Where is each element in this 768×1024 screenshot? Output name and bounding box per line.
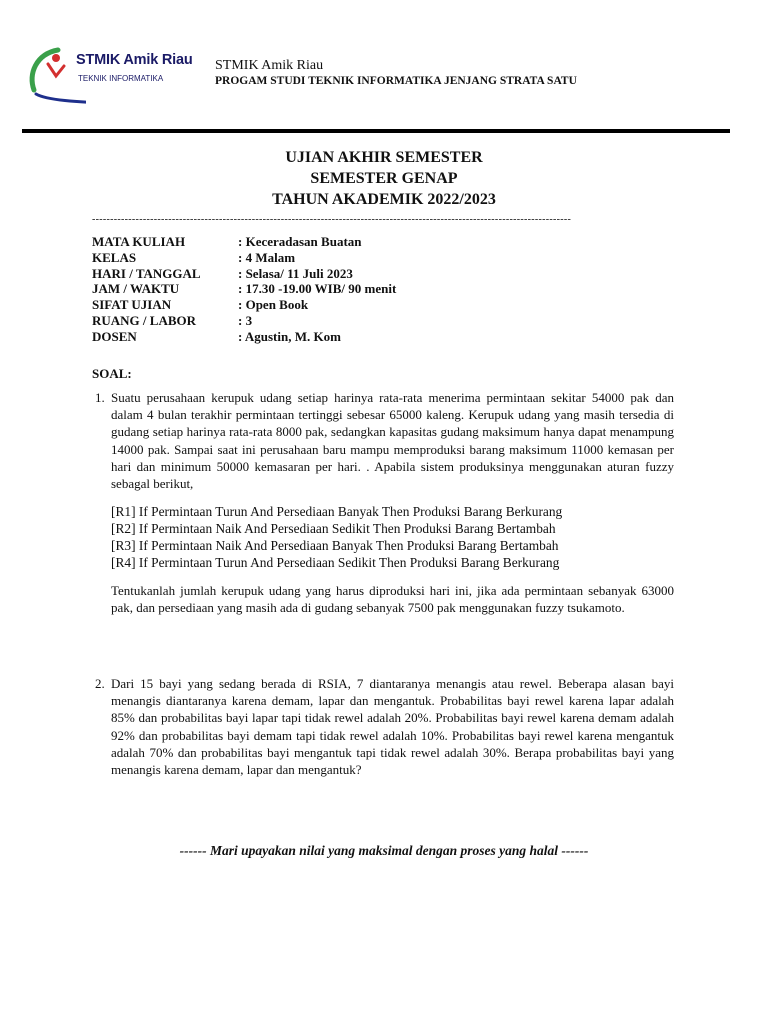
institution-name: STMIK Amik Riau bbox=[215, 58, 324, 73]
info-key: JAM / WAKTU bbox=[92, 281, 180, 297]
academic-year-title: TAHUN AKADEMIK 2022/2023 bbox=[272, 191, 496, 208]
info-value: : 4 Malam bbox=[238, 249, 296, 265]
question-1-task: Tentukanlah jumlah kerupuk udang yang harus diproduksi hari ini, jika ada permintaan sebanyak 63000 pak, dan persediaan yang masih ada di gudang sebanyak 7500 pak menggunakan fuzzy tsukamoto. bbox=[111, 583, 674, 616]
info-value: : Keceradasan Buatan bbox=[238, 234, 362, 249]
fuzzy-rules-list bbox=[111, 503, 674, 571]
question-2-text: Dari 15 bayi yang sedang berada di RSIA, 7 diantaranya menangis atau rewel. Beberapa alasan bayi menangis diantaranya karena demam, lapar dan mengantuk. Probabilitas bayi rewel karena lapar adalah 85% dan probabilitas bayi lapar tapi tidak rewel adalah 20%. Probabilitas bayi rewel karena demam adalah 92% dan probabilitas bayi demam tapi tidak rewel adalah 10%. Probabilitas bayi rewel karena mengantuk adalah 70% dan probabilitas bayi mengantuk tapi tidak rewel adalah 30%. Berapa probabilitas bayi yang menangis karena demam, lapar dan mengantuk? bbox=[111, 676, 674, 778]
info-row-date bbox=[92, 266, 396, 282]
exam-title: UJIAN AKHIR SEMESTER bbox=[285, 149, 483, 166]
question-number: 1. bbox=[95, 390, 105, 405]
fuzzy-rule: [R1] If Permintaan Turun And Persediaan Banyak Then Produksi Barang Berkurang bbox=[111, 504, 563, 520]
info-key: SIFAT UJIAN bbox=[92, 297, 172, 313]
info-row-course bbox=[92, 234, 396, 250]
info-value: : Open Book bbox=[238, 297, 309, 313]
closing-message: ------ Mari upayakan nilai yang maksimal dengan proses yang halal ------ bbox=[179, 843, 589, 858]
exam-info-table bbox=[92, 234, 396, 345]
info-value: : 3 bbox=[238, 312, 253, 328]
info-key: HARI / TANGGAL bbox=[92, 265, 201, 281]
question-1 bbox=[92, 389, 674, 617]
dashed-separator: ------------------------------------------------------------------------------------------------------------------------------------ bbox=[92, 215, 572, 225]
info-row-lecturer bbox=[92, 329, 396, 345]
fuzzy-rule: [R4] If Permintaan Turun And Persediaan Sedikit Then Produksi Barang Berkurang bbox=[111, 555, 560, 571]
info-value: : Selasa/ 11 Juli 2023 bbox=[238, 265, 353, 281]
info-row-exam-type bbox=[92, 297, 396, 313]
info-row-time bbox=[92, 281, 396, 297]
info-row-class bbox=[92, 250, 396, 266]
question-2 bbox=[92, 675, 674, 778]
info-value: : 17.30 -19.00 WIB/ 90 menit bbox=[238, 281, 397, 297]
questions-heading: SOAL: bbox=[92, 366, 132, 381]
info-row-room bbox=[92, 313, 396, 329]
program-name: PROGAM STUDI TEKNIK INFORMATIKA JENJANG STRATA SATU bbox=[215, 75, 577, 87]
header-divider bbox=[22, 129, 730, 133]
question-number: 2. bbox=[95, 676, 105, 691]
info-key: MATA KULIAH bbox=[92, 234, 186, 249]
question-1-intro: Suatu perusahaan kerupuk udang setiap harinya rata-rata menerima permintaan sekitar 54000 pak dan dalam 4 bulan terakhir permintaan tertinggi sebesar 65000 kaleng. Kerupuk udang yang masih tersedia di gudang setiap harinya rata-rata 8000 pak, sedangkan kapasitas gudang maksimum hanya dapat menampung 14000 pak. Sampai saat ini perusahaan baru mampu memproduksi barang maksimum 11000 kemasan per hari dan minimum 50000 kemasaran per hari. . Apabila sistem produksinya menggunakan aturan fuzzy sebagal berikut, bbox=[111, 390, 674, 492]
logo-subtitle: TEKNIK INFORMATIKA bbox=[78, 74, 164, 83]
institution-logo bbox=[26, 44, 193, 108]
info-key: KELAS bbox=[92, 249, 137, 265]
fuzzy-rule: [R2] If Permintaan Naik And Persediaan Sedikit Then Produksi Barang Bertambah bbox=[111, 521, 556, 537]
header-text bbox=[215, 58, 635, 89]
info-key: DOSEN bbox=[92, 328, 137, 344]
info-value: : Agustin, M. Kom bbox=[238, 328, 341, 344]
semester-title: SEMESTER GENAP bbox=[310, 170, 458, 187]
info-key: RUANG / LABOR bbox=[92, 312, 197, 328]
logo-title: STMIK Amik Riau bbox=[76, 52, 193, 68]
fuzzy-rule: [R3] If Permintaan Naik And Persediaan Banyak Then Produksi Barang Bertambah bbox=[111, 538, 559, 554]
exam-title-block bbox=[0, 147, 768, 210]
